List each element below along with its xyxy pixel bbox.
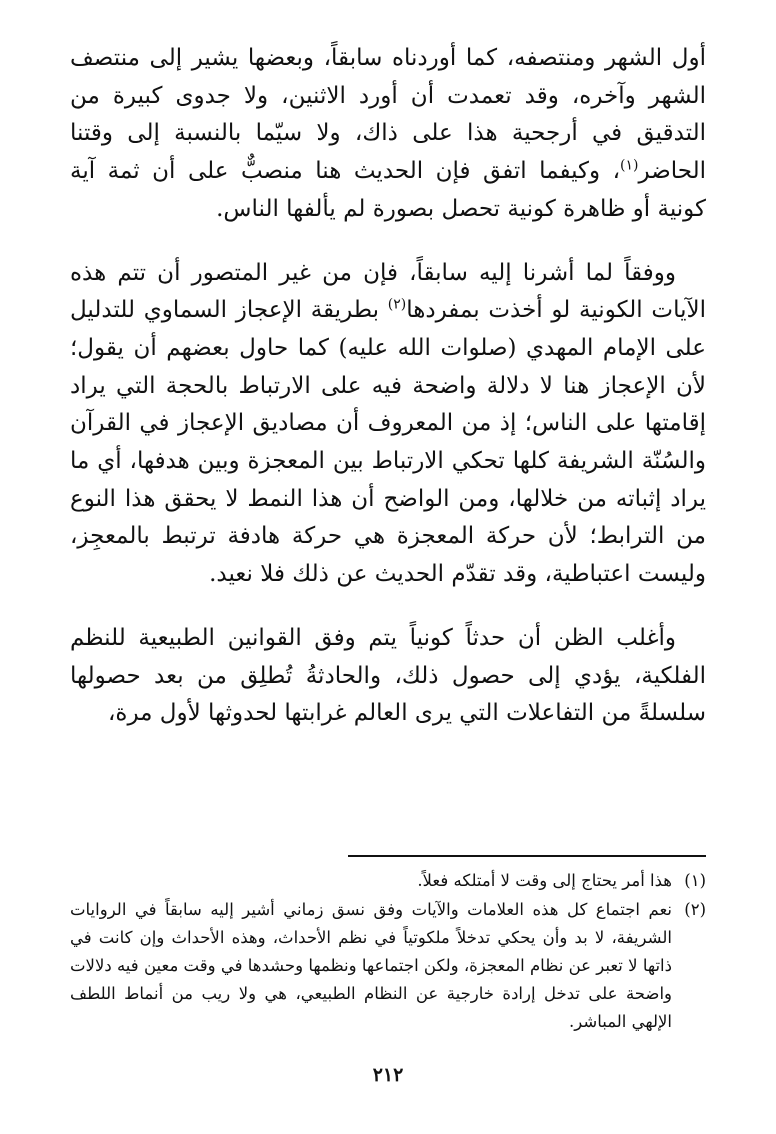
footnotes-section xyxy=(70,855,706,1037)
paragraph-2-text-after-ref: بطريقة الإعجاز السماوي للتدليل على الإمام المهدي (صلوات الله عليه) كما حاول بعضهم أن يقول؛ لأن الإعجاز هنا لا دلالة واضحة فيه على الارتباط بالحجة التي يراد إقامتها على الناس؛ إذ من المعروف أن مصاديق الإعجاز في القرآن والسُنّة الشريفة كلها تحكي الارتباط بين المعجزة وبين هدفها، أي ما يراد إثباته من خلالها، ومن الواضح أن هذا النمط لا يحقق هذا النوع من الترابط؛ لأن حركة المعجزة هي حركة هادفة ترتبط بالمعجِز، وليست اعتباطية، وقد تقدّم الحديث عن ذلك فلا نعيد. xyxy=(70,297,706,588)
footnote-1-number: (١) xyxy=(684,871,706,890)
main-text xyxy=(70,40,706,733)
paragraph-1-text-before-ref: أول الشهر ومنتصفه، كما أوردناه سابقاً، وبعضها يشير إلى منتصف الشهر وآخره، وقد تعمدت أن أورد الاثنين، ولا جدوى كبيرة من التدقيق في أرجحية هذا على ذاك، ولا سيّما بالنسبة إلى وقتنا الحاضر xyxy=(70,45,706,185)
paragraph-1 xyxy=(70,40,706,229)
paragraph-1-text-after-ref: ، وكيفما اتفق فإن الحديث هنا منصبٌّ على أن ثمة آية كونية أو ظاهرة كونية تحصل بصورة لم يألفها الناس. xyxy=(70,158,706,222)
footnote-ref-2: (٢) xyxy=(387,296,407,313)
page-number: ٢١٢ xyxy=(372,1064,404,1086)
footnote-divider xyxy=(348,855,706,857)
paragraph-3: وأغلب الظن أن حدثاً كونياً يتم وفق القوانين الطبيعية للنظم الفلكية، يؤدي إلى حصول ذلك، والحادثةُ تُطلِق من بعد حصولها سلسلةً من التفاعلات التي يرى العالم غرابتها لحدوثها لأول مرة، xyxy=(70,624,706,727)
footnote-1-text: هذا أمر يحتاج إلى وقت لا أمتلكه فعلاً. xyxy=(417,871,672,890)
footnote-2-text: نعم اجتماع كل هذه العلامات والآيات وفق نسق زماني أشير إليه سابقاً في الروايات الشريفة، لا بد وأن يحكي تدخلاً ملكوتياً في نظم الأحداث، وهذه الأحداث وإن كانت في ذاتها لا تعبر عن نظام المعجزة، ولكن اجتماعها ونظمها وحشدها في وقت معين فيه دلالات واضحة على تدخل إرادة خارجية عن النظام الطبيعي، هي ولا ريب من أنماط اللطف الإلهي المباشر. xyxy=(70,900,672,1031)
footnote-2-number: (٢) xyxy=(684,900,706,919)
paragraph-2 xyxy=(70,255,706,594)
footnote-ref-1: (١) xyxy=(620,157,639,174)
footnote-1 xyxy=(70,867,706,895)
paragraph-2-text-before-ref: ووفقاً لما أشرنا إليه سابقاً، فإن من غير المتصور أن تتم هذه الآيات الكونية لو أخذت بمفردها xyxy=(70,259,706,324)
footnote-2 xyxy=(70,896,706,1036)
